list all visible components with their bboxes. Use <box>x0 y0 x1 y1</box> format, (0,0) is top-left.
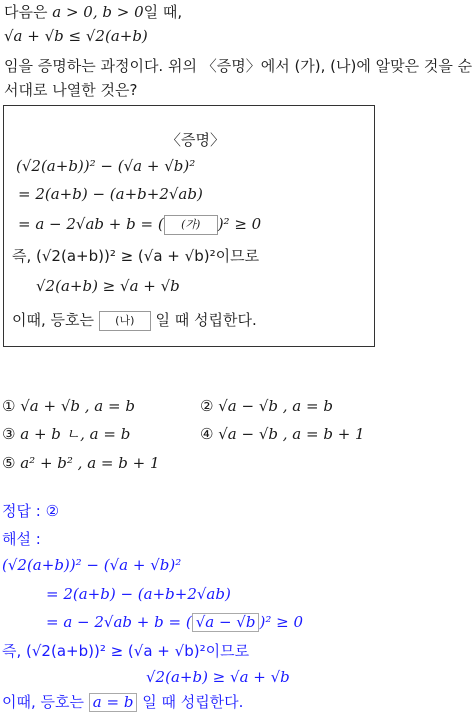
answer-label: 정답 : ② <box>2 502 60 520</box>
proof-row-6: 이때, 등호는 (나) 일 때 성립한다. <box>12 311 257 329</box>
proof-row-5: √2(a+b) ≥ √a + √b <box>36 277 180 295</box>
choice-4[interactable]: ④ √a − √b , a = b + 1 <box>200 425 365 443</box>
proof-title: 〈증명〉 <box>166 131 225 149</box>
proof-row-1: (√2(a+b))² − (√a + √b)² <box>16 157 196 175</box>
question-line-1: 다음은 a > 0, b > 0일 때, <box>4 3 183 21</box>
explanation-row-1: (√2(a+b))² − (√a + √b)² <box>2 556 182 574</box>
answer-blank-ga: √a − √b <box>192 613 260 632</box>
explanation-row-2: = 2(a+b) − (a+b+2√ab) <box>46 585 231 603</box>
blank-ga: (가) <box>164 215 218 235</box>
explanation-row-6: 이때, 등호는 a = b 일 때 성립한다. <box>2 693 244 711</box>
question-inequality: √a + √b ≤ √2(a+b) <box>4 27 148 45</box>
choice-2[interactable]: ② √a − √b , a = b <box>200 397 333 415</box>
explanation-label: 해설 : <box>2 530 41 548</box>
question-line-3: 임을 증명하는 과정이다. 위의 〈증명〉에서 (가), (나)에 알맞은 것을 순 <box>4 57 472 75</box>
explanation-row-5: √2(a+b) ≥ √a + √b <box>146 668 290 686</box>
proof-row-4: 즉, (√2(a+b))² ≥ (√a + √b)²이므로 <box>12 247 260 265</box>
question-line-4: 서대로 나열한 것은? <box>4 81 138 99</box>
blank-na: (나) <box>99 311 151 331</box>
explanation-row-4: 즉, (√2(a+b))² ≥ (√a + √b)²이므로 <box>2 642 250 660</box>
choice-5[interactable]: ⑤ a² + b² , a = b + 1 <box>2 454 160 472</box>
proof-box <box>3 105 375 347</box>
choice-3[interactable]: ③ a + b ㄴ, a = b <box>2 425 131 443</box>
answer-blank-na: a = b <box>89 693 138 712</box>
explanation-row-3: = a − 2√ab + b = ( √a − √b )² ≥ 0 <box>46 613 303 631</box>
proof-row-2: = 2(a+b) − (a+b+2√ab) <box>18 185 203 203</box>
proof-row-3: = a − 2√ab + b = ( (가) )² ≥ 0 <box>18 215 262 233</box>
choice-1[interactable]: ① √a + √b , a = b <box>2 397 135 415</box>
